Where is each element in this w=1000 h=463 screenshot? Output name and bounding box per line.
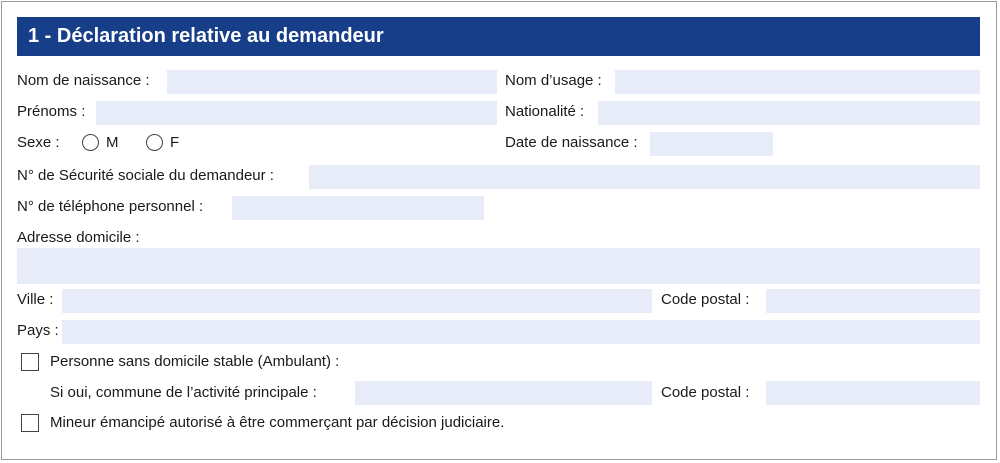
secu-label: N° de Sécurité sociale du demandeur : [17, 167, 274, 184]
sexe-m-label: M [106, 134, 119, 151]
code-postal-field[interactable] [766, 289, 980, 313]
code-postal-activite-field[interactable] [766, 381, 980, 405]
section-header: 1 - Déclaration relative au demandeur [17, 17, 980, 56]
telephone-label: N° de téléphone personnel : [17, 198, 204, 215]
ville-field[interactable] [62, 289, 652, 313]
secu-field[interactable] [309, 165, 980, 189]
date-naissance-label: Date de naissance : [505, 134, 638, 151]
sexe-m-radio[interactable] [82, 134, 99, 151]
mineur-label: Mineur émancipé autorisé à être commerçant par décision judiciaire. [50, 414, 505, 431]
nom-usage-label: Nom d’usage : [505, 72, 602, 89]
sans-domicile-label: Personne sans domicile stable (Ambulant) : [50, 353, 340, 370]
sexe-f-radio[interactable] [146, 134, 163, 151]
nom-usage-field[interactable] [615, 70, 980, 94]
pays-field[interactable] [62, 320, 980, 344]
adresse-field[interactable] [17, 248, 980, 284]
telephone-field[interactable] [232, 196, 484, 220]
code-postal-activite-label: Code postal : [661, 384, 750, 401]
nationalite-label: Nationalité : [505, 103, 585, 120]
pays-label: Pays : [17, 322, 59, 339]
prenoms-field[interactable] [96, 101, 497, 125]
prenoms-label: Prénoms : [17, 103, 86, 120]
sexe-label: Sexe : [17, 134, 60, 151]
commune-activite-label: Si oui, commune de l’activité principale : [50, 384, 317, 401]
sans-domicile-checkbox[interactable] [21, 353, 39, 371]
commune-activite-field[interactable] [355, 381, 652, 405]
date-naissance-field[interactable] [650, 132, 773, 156]
nom-naissance-field[interactable] [167, 70, 497, 94]
code-postal-label: Code postal : [661, 291, 750, 308]
sexe-f-label: F [170, 134, 180, 151]
mineur-checkbox[interactable] [21, 414, 39, 432]
nationalite-field[interactable] [598, 101, 980, 125]
nom-naissance-label: Nom de naissance : [17, 72, 150, 89]
ville-label: Ville : [17, 291, 54, 308]
adresse-label: Adresse domicile : [17, 229, 140, 246]
